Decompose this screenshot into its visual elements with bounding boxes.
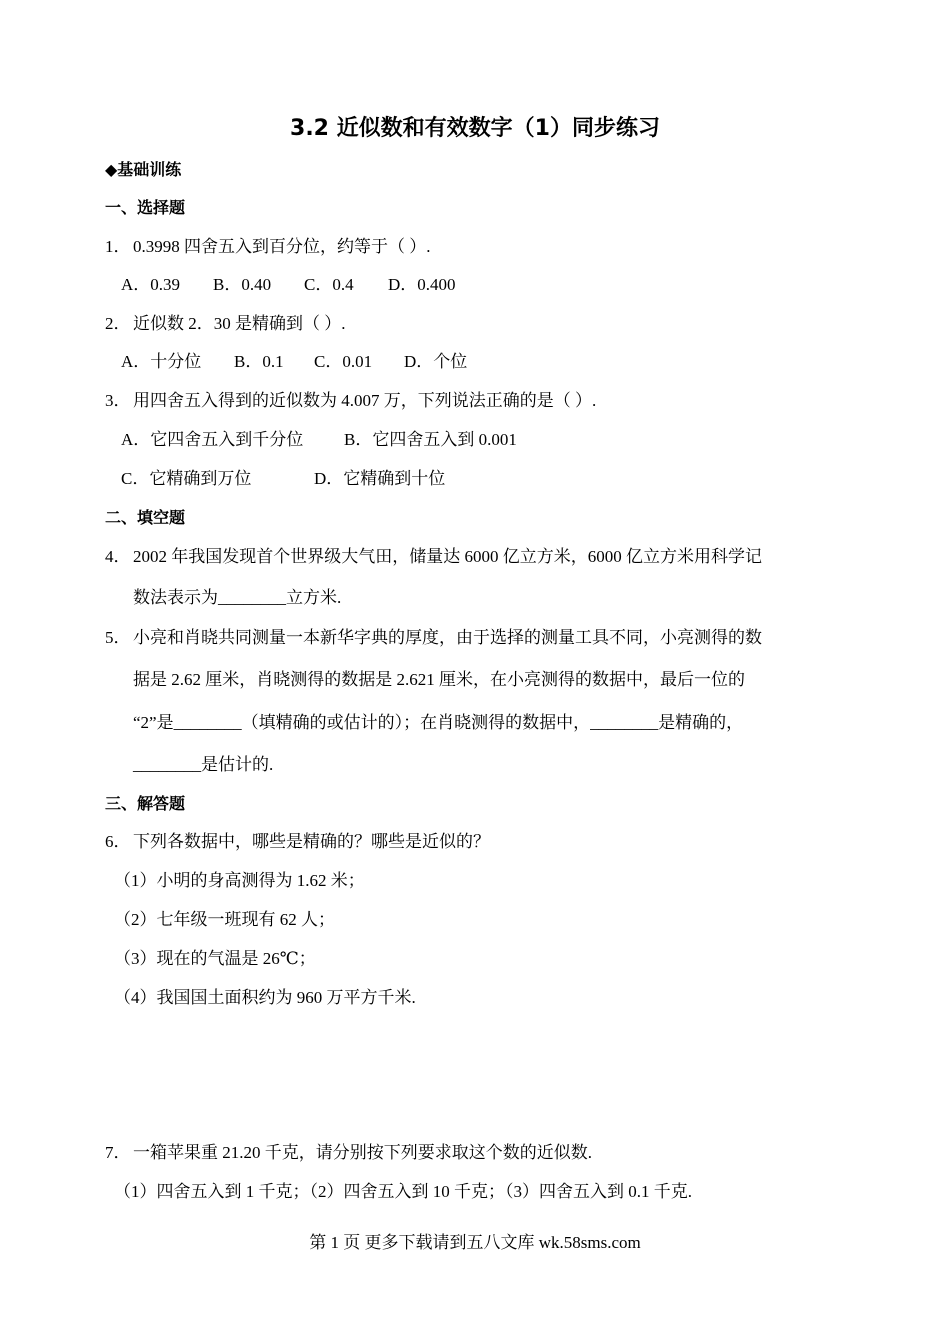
option-b: B．0.40 xyxy=(213,275,272,294)
question-number: 6． xyxy=(105,832,131,851)
question-text: 下列各数据中，哪些是精确的？哪些是近似的？ xyxy=(133,832,490,851)
question-6-item-4: （4）我国国土面积约为 960 万平方千米. xyxy=(114,988,416,1007)
question-number: 3． xyxy=(105,391,131,410)
option-a: A．它四舍五入到千分位 xyxy=(121,430,304,449)
question-number: 1． xyxy=(105,237,131,256)
question-2-options xyxy=(121,349,467,375)
question-text: 一箱苹果重 21.20 千克，请分别按下列要求取这个数的近似数. xyxy=(133,1143,592,1162)
option-d: D．0.400 xyxy=(388,275,456,294)
question-1 xyxy=(105,234,431,260)
part2-heading: 二、填空题 xyxy=(105,508,186,527)
question-2 xyxy=(105,311,346,337)
part1-heading: 一、选择题 xyxy=(105,198,186,217)
question-7-items: （1）四舍五入到 1 千克；（2）四舍五入到 10 千克；（3）四舍五入到 0.1 千克. xyxy=(114,1182,692,1201)
page-title: 3.2 近似数和有效数字（1）同步练习 xyxy=(290,116,660,141)
question-1-options xyxy=(121,272,456,298)
question-text: 用四舍五入得到的近似数为 4.007 万，下列说法正确的是（ ）. xyxy=(133,391,597,410)
question-6 xyxy=(105,829,490,855)
option-a: A．十分位 xyxy=(121,352,202,371)
question-3-options-row1 xyxy=(121,427,517,453)
question-text: 近似数 2．30 是精确到（ ）. xyxy=(133,314,346,333)
question-number: 7． xyxy=(105,1143,131,1162)
question-5-line1 xyxy=(105,625,762,651)
question-5-line4: ________是估计的. xyxy=(133,755,274,774)
question-text: 2002 年我国发现首个世界级大气田，储量达 6000 亿立方米，6000 亿立方米用科学记 xyxy=(133,547,762,566)
option-c: C．0.4 xyxy=(304,275,354,294)
question-text: 0.3998 四舍五入到百分位，约等于（ ）. xyxy=(133,237,431,256)
section-basic-training: ◆基础训练 xyxy=(105,160,182,179)
question-6-item-1: （1）小明的身高测得为 1.62 米； xyxy=(114,871,365,890)
question-3-options-row2 xyxy=(121,466,445,492)
page-footer: 第 1 页 更多下载请到五八文库 wk.58sms.com xyxy=(309,1233,641,1252)
option-d: D．它精确到十位 xyxy=(314,469,446,488)
question-6-item-3: （3）现在的气温是 26℃； xyxy=(114,949,316,968)
question-5-line3: “2”是________（填精确的或估计的）；在肖晓测得的数据中，________是精确的， xyxy=(133,713,744,732)
part3-heading: 三、解答题 xyxy=(105,794,186,813)
question-6-item-2: （2）七年级一班现有 62 人； xyxy=(114,910,335,929)
question-4-line1 xyxy=(105,544,762,570)
option-b: B．0.1 xyxy=(234,352,284,371)
question-3 xyxy=(105,388,596,414)
option-d: D．个位 xyxy=(404,352,468,371)
option-c: C．它精确到万位 xyxy=(121,469,252,488)
question-text: 小亮和肖晓共同测量一本新华字典的厚度，由于选择的测量工具不同，小亮测得的数 xyxy=(133,628,762,647)
question-number: 5． xyxy=(105,628,131,647)
question-number: 2． xyxy=(105,314,131,333)
question-4-line2: 数法表示为________立方米. xyxy=(133,588,342,607)
option-b: B．它四舍五入到 0.001 xyxy=(344,430,517,449)
question-5-line2: 据是 2.62 厘米，肖晓测得的数据是 2.621 厘米，在小亮测得的数据中，最后一位的 xyxy=(133,670,745,689)
question-7 xyxy=(105,1140,592,1166)
option-a: A．0.39 xyxy=(121,275,181,294)
question-number: 4． xyxy=(105,547,131,566)
option-c: C．0.01 xyxy=(314,352,373,371)
